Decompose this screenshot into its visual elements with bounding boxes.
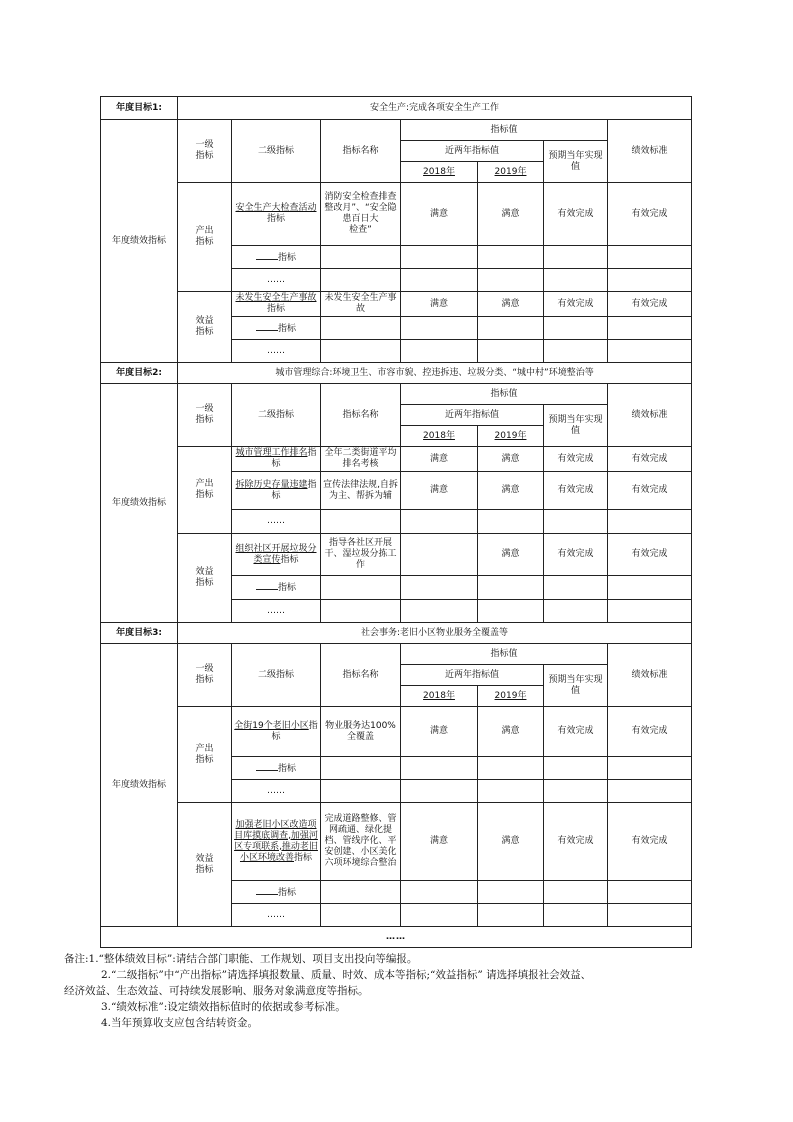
value-2019: 满意 (478, 447, 544, 472)
empty-cell (544, 246, 608, 269)
annual-indicator-label: 年度绩效指标 (101, 384, 178, 623)
table-row (101, 120, 692, 141)
indicator-name: 宣传法律法规,自拆为主、帮拆为辅 (321, 472, 401, 510)
empty-cell (478, 780, 544, 803)
indicator-name: 消防安全检查排查整改月”、“安全隐患百日大 检查” (321, 183, 401, 246)
blank-line (256, 581, 278, 590)
final-ellipsis: …… (101, 927, 692, 948)
table-row (101, 384, 692, 405)
goal-label: 年度目标1: (101, 97, 178, 120)
empty-cell (608, 780, 692, 803)
year-2018-header: 2018年 (401, 686, 478, 707)
blank-indicator-suffix: 指标 (277, 323, 296, 334)
level2-indicator (232, 707, 321, 757)
standard-header: 绩效标准 (608, 644, 692, 707)
empty-cell (321, 340, 401, 363)
benefit-indicator-label: 效益 指标 (178, 803, 232, 927)
indicator-name: 指导各社区开展干、湿垃圾分拣工作 (321, 534, 401, 576)
empty-cell (401, 904, 478, 927)
empty-cell (401, 757, 478, 780)
expected-value: 有效完成 (544, 183, 608, 246)
year-2019-header: 2019年 (478, 426, 544, 447)
empty-cell (608, 246, 692, 269)
empty-cell (401, 269, 478, 292)
expected-value-header: 预期当年实现值 (544, 141, 608, 183)
level2-indicator-suffix: 指标 (271, 448, 317, 469)
empty-cell (544, 269, 608, 292)
note-3: 3.“绩效标准”:设定绩效指标值时的依据或参考标准。 (101, 1001, 346, 1013)
indicator-name: 物业服务达100%全覆盖 (321, 707, 401, 757)
recent-two-years-header: 近两年指标值 (401, 665, 544, 686)
empty-cell (321, 904, 401, 927)
value-2019: 满意 (478, 534, 544, 576)
level2-header: 二级指标 (232, 120, 321, 183)
note-2-continued: 经济效益、生态效益、可持续发展影响、服务对象满意度等指标。 (64, 985, 369, 997)
value-2019: 满意 (478, 803, 544, 881)
value-2019: 满意 (478, 707, 544, 757)
table-row (101, 183, 692, 246)
level2-header: 二级指标 (232, 384, 321, 447)
indicator-value-header: 指标值 (401, 644, 608, 665)
note-2: 2.“二级指标”中“产出指标”请选择填报数量、质量、时效、成本等指标;“效益指标” 请选择填报社会效益、 (101, 969, 592, 981)
output-indicator-label: 产出 指标 (178, 707, 232, 803)
expected-value: 有效完成 (544, 534, 608, 576)
goal-text: 城市管理综合:环境卫生、市容市貌、控违拆违、垃圾分类、“城中村”环境整治等 (178, 363, 692, 384)
indicator-name-header: 指标名称 (321, 384, 401, 447)
expected-value: 有效完成 (544, 707, 608, 757)
empty-cell (321, 881, 401, 904)
level2-header: 二级指标 (232, 644, 321, 707)
ellipsis-indicator: …… (232, 600, 321, 623)
performance-standard: 有效完成 (608, 447, 692, 472)
ellipsis-indicator: …… (232, 780, 321, 803)
expected-value-header: 预期当年实现值 (544, 405, 608, 447)
notes-section (64, 951, 764, 1031)
level1-header: 一级 指标 (178, 120, 232, 183)
empty-cell (401, 576, 478, 600)
empty-cell (544, 881, 608, 904)
empty-cell (608, 757, 692, 780)
level2-indicator-suffix: 指标 (294, 852, 313, 863)
level2-indicator-suffix: 指标 (280, 554, 299, 565)
empty-cell (478, 881, 544, 904)
blank-indicator-suffix: 指标 (277, 887, 296, 898)
performance-standard: 有效完成 (608, 534, 692, 576)
table-row (101, 534, 692, 576)
goal-label: 年度目标3: (101, 623, 178, 644)
performance-standard: 有效完成 (608, 707, 692, 757)
expected-value-header: 预期当年实现值 (544, 665, 608, 707)
empty-cell (608, 269, 692, 292)
table-row (101, 803, 692, 881)
performance-goals-table (100, 96, 692, 948)
blank-indicator (232, 576, 321, 600)
output-indicator-label: 产出 指标 (178, 183, 232, 292)
year-2018-header: 2018年 (401, 426, 478, 447)
empty-cell (544, 317, 608, 340)
level2-indicator-name: 城市管理工作排名 (235, 448, 308, 458)
empty-cell (478, 757, 544, 780)
table-row (101, 707, 692, 757)
performance-standard: 有效完成 (608, 183, 692, 246)
empty-cell (544, 600, 608, 623)
indicator-value-header: 指标值 (401, 120, 608, 141)
empty-cell (544, 510, 608, 534)
empty-cell (401, 317, 478, 340)
value-2019: 满意 (478, 472, 544, 510)
empty-cell (608, 340, 692, 363)
indicator-name: 未发生安全生产事故 (321, 292, 401, 317)
value-2018: 满意 (401, 292, 478, 317)
blank-line (256, 886, 278, 895)
performance-standard: 有效完成 (608, 472, 692, 510)
level2-indicator (232, 472, 321, 510)
table-row (101, 363, 692, 384)
expected-value: 有效完成 (544, 447, 608, 472)
level2-indicator-name: 全街19个老旧小区 (234, 720, 309, 731)
indicator-name: 全年二类街道平均排名考核 (321, 447, 401, 472)
level2-indicator-name: 未发生安全生产事故 (235, 293, 317, 303)
indicator-name-header: 指标名称 (321, 120, 401, 183)
blank-indicator (232, 246, 321, 269)
table-row (101, 623, 692, 644)
level2-indicator (232, 534, 321, 576)
empty-cell (401, 780, 478, 803)
empty-cell (478, 904, 544, 927)
empty-cell (544, 340, 608, 363)
empty-cell (544, 904, 608, 927)
annual-indicator-label: 年度绩效指标 (101, 644, 178, 927)
performance-standard: 有效完成 (608, 292, 692, 317)
empty-cell (608, 317, 692, 340)
recent-two-years-header: 近两年指标值 (401, 141, 544, 162)
goal-text: 安全生产:完成各项安全生产工作 (178, 97, 692, 120)
blank-indicator-suffix: 指标 (277, 252, 296, 263)
value-2019: 满意 (478, 183, 544, 246)
value-2018: 满意 (401, 707, 478, 757)
blank-line (256, 762, 278, 771)
blank-indicator-suffix: 指标 (277, 583, 296, 593)
empty-cell (321, 269, 401, 292)
empty-cell (478, 317, 544, 340)
table-row (101, 927, 692, 948)
level2-indicator (232, 447, 321, 472)
level2-indicator (232, 292, 321, 317)
expected-value: 有效完成 (544, 803, 608, 881)
empty-cell (608, 600, 692, 623)
empty-cell (321, 246, 401, 269)
level2-indicator-suffix: 指标 (271, 720, 318, 742)
empty-cell (321, 757, 401, 780)
empty-cell (478, 340, 544, 363)
empty-cell (321, 600, 401, 623)
blank-indicator (232, 757, 321, 780)
output-indicator-label: 产出 指标 (178, 447, 232, 534)
empty-cell (608, 576, 692, 600)
value-2018: 满意 (401, 803, 478, 881)
empty-cell (544, 780, 608, 803)
level2-indicator-suffix: 指标 (266, 304, 285, 314)
table-row (101, 644, 692, 665)
empty-cell (321, 510, 401, 534)
ellipsis-indicator: …… (232, 340, 321, 363)
table-row (101, 447, 692, 472)
empty-cell (478, 600, 544, 623)
empty-cell (321, 576, 401, 600)
goal-text: 社会事务:老旧小区物业服务全覆盖等 (178, 623, 692, 644)
empty-cell (608, 881, 692, 904)
benefit-indicator-label: 效益 指标 (178, 534, 232, 623)
indicator-value-header: 指标值 (401, 384, 608, 405)
empty-cell (321, 780, 401, 803)
expected-value: 有效完成 (544, 472, 608, 510)
ellipsis-indicator: …… (232, 904, 321, 927)
empty-cell (478, 510, 544, 534)
blank-line (256, 322, 278, 331)
blank-line (256, 251, 278, 260)
blank-indicator-suffix: 指标 (277, 763, 296, 774)
blank-indicator (232, 317, 321, 340)
empty-cell (401, 340, 478, 363)
level2-indicator-name: 拆除历史存量违建 (235, 479, 308, 490)
empty-cell (608, 510, 692, 534)
performance-table-page (100, 96, 691, 948)
empty-cell (544, 576, 608, 600)
year-2019-header: 2019年 (478, 686, 544, 707)
level2-indicator-name: 安全生产大检查活动 (235, 203, 317, 213)
ellipsis-indicator: …… (232, 510, 321, 534)
value-2019: 满意 (478, 292, 544, 317)
level1-header: 一级 指标 (178, 384, 232, 447)
note-4: 4.当年预算收支应包含结转资金。 (101, 1017, 259, 1029)
level1-header: 一级 指标 (178, 644, 232, 707)
value-2018: 满意 (401, 447, 478, 472)
value-2018: 满意 (401, 472, 478, 510)
empty-cell (321, 317, 401, 340)
level2-indicator-name: 组织社区开展垃圾分类宣传 (235, 543, 317, 565)
empty-cell (478, 269, 544, 292)
recent-two-years-header: 近两年指标值 (401, 405, 544, 426)
empty-cell (544, 757, 608, 780)
level2-indicator (232, 183, 321, 246)
performance-standard: 有效完成 (608, 803, 692, 881)
empty-cell (478, 576, 544, 600)
table-row (101, 97, 692, 120)
empty-cell (401, 881, 478, 904)
annual-indicator-label: 年度绩效指标 (101, 120, 178, 363)
table-row (101, 292, 692, 317)
year-2019-header: 2019年 (478, 162, 544, 183)
standard-header: 绩效标准 (608, 120, 692, 183)
level2-indicator-suffix: 指标 (266, 214, 285, 224)
goal-label: 年度目标2: (101, 363, 178, 384)
level2-indicator (232, 803, 321, 881)
value-2018 (401, 534, 478, 576)
standard-header: 绩效标准 (608, 384, 692, 447)
empty-cell (401, 600, 478, 623)
level2-indicator-suffix: 指标 (271, 479, 317, 501)
indicator-name: 完成道路整修、管网疏通、绿化提档、管线序化、平安创建、小区美化六项环境综合整治 (321, 803, 401, 881)
blank-indicator (232, 881, 321, 904)
expected-value: 有效完成 (544, 292, 608, 317)
empty-cell (401, 246, 478, 269)
empty-cell (478, 246, 544, 269)
level2-indicator-name: 加强老旧小区改造项目库摸底调查,加强河区专项联系,推动老旧小区环境改善 (234, 819, 318, 863)
ellipsis-indicator: …… (232, 269, 321, 292)
year-2018-header: 2018年 (401, 162, 478, 183)
benefit-indicator-label: 效益 指标 (178, 292, 232, 363)
value-2018: 满意 (401, 183, 478, 246)
indicator-name-header: 指标名称 (321, 644, 401, 707)
empty-cell (608, 904, 692, 927)
empty-cell (401, 510, 478, 534)
note-1: 备注:1.“整体绩效目标”:请结合部门职能、工作规划、项目支出投向等编报。 (64, 953, 418, 965)
